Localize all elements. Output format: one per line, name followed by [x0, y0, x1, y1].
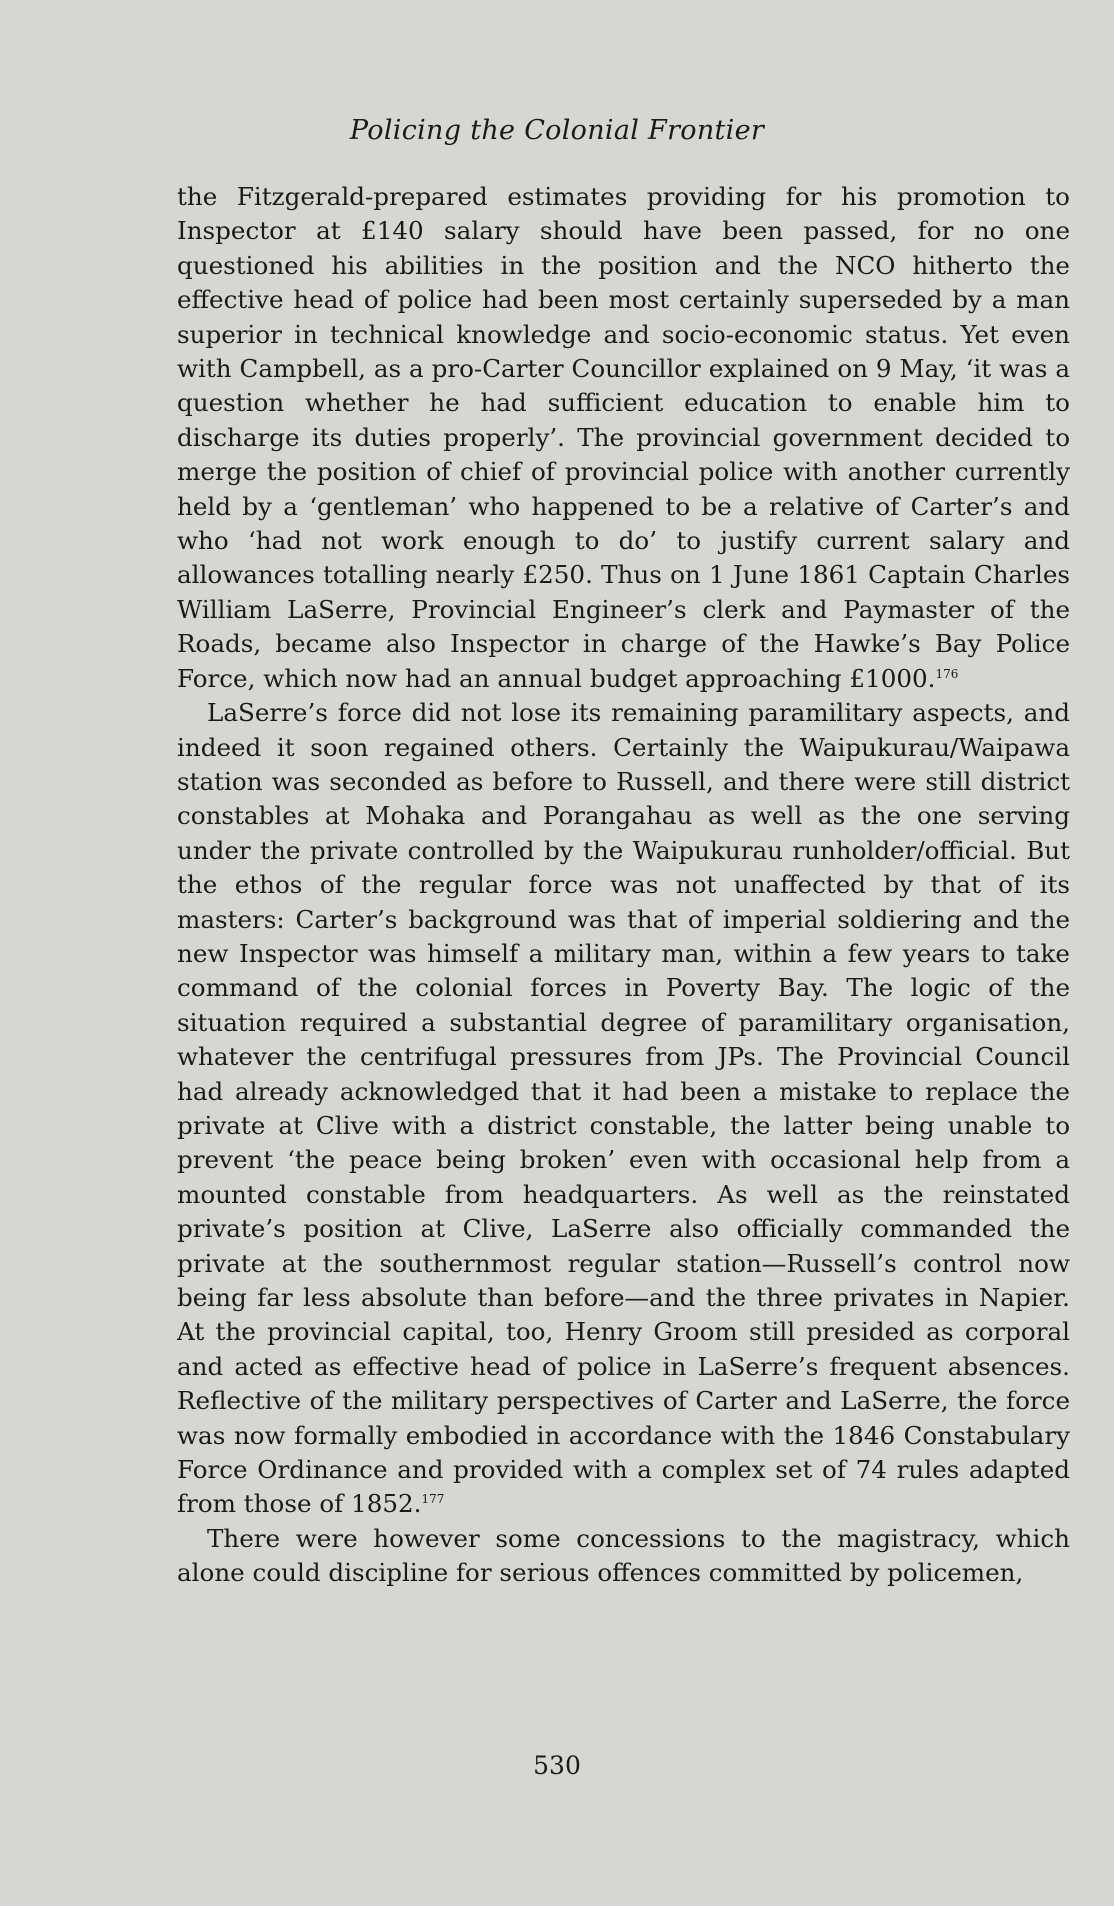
footnote-ref-176: 176 [935, 666, 959, 681]
paragraph-3 [177, 1522, 1070, 1591]
paragraph-1-text: the Fitzgerald-prepared estimates providing for his promotion to Inspector at £140 salary should have been passed, for no one questioned his abilities in the position and the NCO hitherto the effective head of police had been most certainly superseded by a man superior in technical knowledge and socio-economic status. Yet even with Campbell, as a pro-Carter Councillor explained on 9 May, ‘it was a question whether he had sufficient education to enable him to discharge its duties properly’. The provincial government decided to merge the position of chief of provincial police with another currently held by a ‘gentleman’ who happened to be a relative of Carter’s and who ‘had not work enough to do’ to justify current salary and allowances totalling nearly £250. Thus on 1 June 1861 Captain Charles William LaSerre, Provincial Engineer’s clerk and Paymaster of the Roads, became also Inspector in charge of the Hawke’s Bay Police Force, which now had an annual budget approaching £1000. [177, 182, 1070, 693]
footnote-ref-177: 177 [421, 1492, 445, 1507]
paragraph-3-text: There were however some concessions to the magistracy, which alone could discipline for serious offences committed by policemen, [177, 1523, 1070, 1588]
body-text [177, 180, 1070, 1591]
running-title: Policing the Colonial Frontier [349, 115, 765, 146]
page-number: 530 [533, 1751, 581, 1780]
paragraph-2-text: LaSerre’s force did not lose its remaining paramilitary aspects, and indeed it soon regained others. Certainly the Waipukurau/Waipawa station was seconded as before to Russell, and there were still district constables at Mohaka and Porangahau as well as the one serving under the private controlled by the Waipukurau runholder/official. But the ethos of the regular force was not unaffected by that of its masters: Carter’s background was that of imperial soldiering and the new Inspector was himself a military man, within a few years to take command of the colonial forces in Poverty Bay. The logic of the situation required a substantial degree of paramilitary organisation, whatever the centrifugal pressures from JPs. The Provincial Council had already acknowledged that it had been a mistake to replace the private at Clive with a district constable, the latter being unable to prevent ‘the peace being broken’ even with occasional help from a mounted constable from headquarters. As well as the reinstated private’s position at Clive, LaSerre also officially commanded the private at the southernmost regular station—Russell’s control now being far less absolute than before—and the three privates in Napier. At the provincial capital, too, Henry Groom still presided as corporal and acted as effective head of police in LaSerre’s frequent absences. Reflective of the military perspectives of Carter and LaSerre, the force was now formally embodied in accordance with the 1846 Constabulary Force Ordinance and provided with a complex set of 74 rules adapted from those of 1852. [177, 698, 1070, 1519]
paragraph-1 [177, 180, 1070, 696]
paragraph-2 [177, 696, 1070, 1522]
